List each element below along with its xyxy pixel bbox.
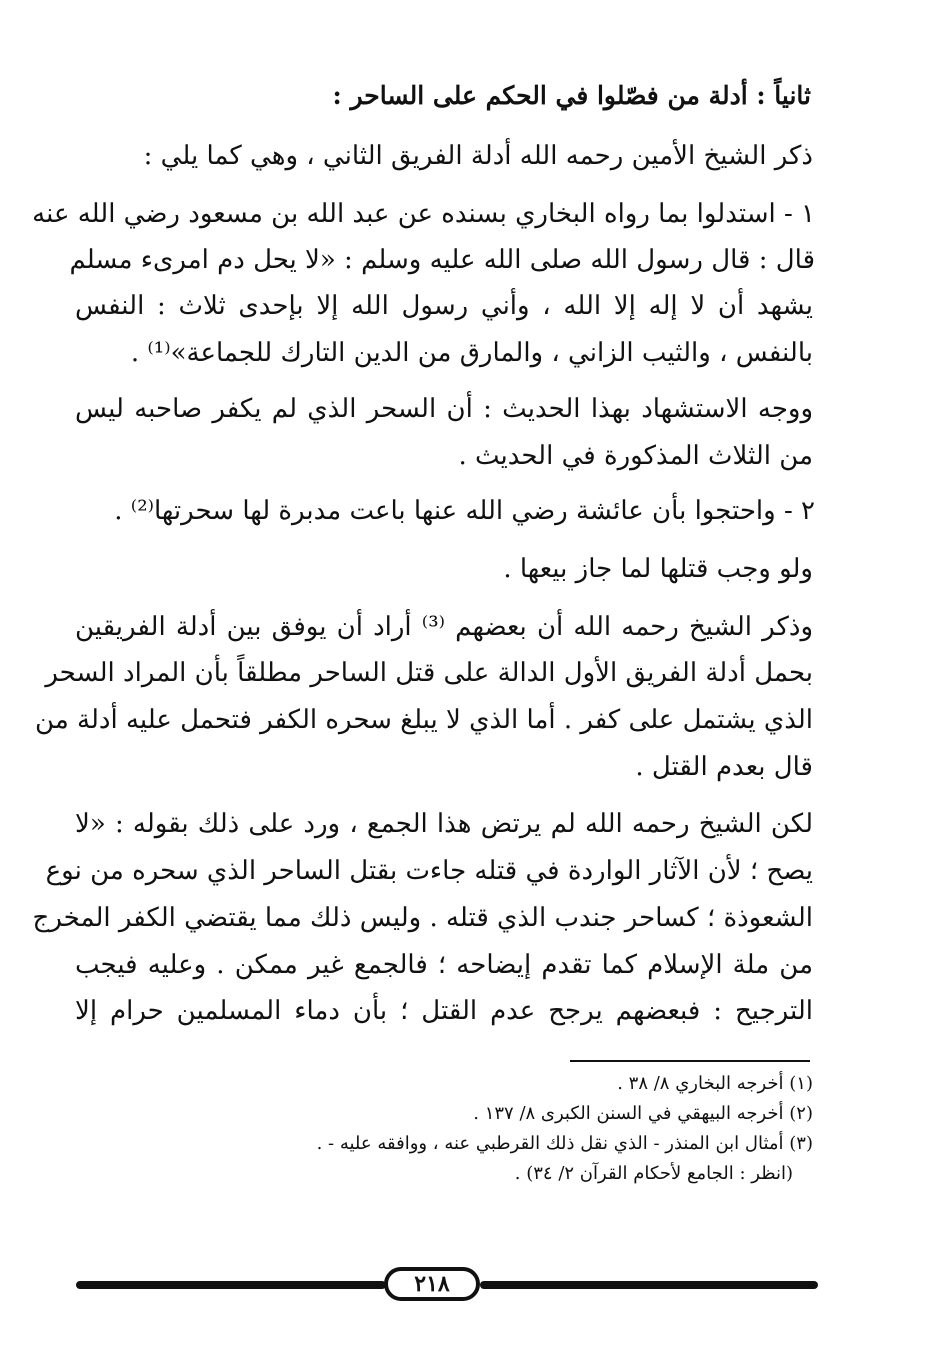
section-heading: ثانياً : أدلة من فصّلوا في الحكم على الساحر :: [332, 81, 811, 110]
text-line: الذي يشتمل على كفر . أما الذي لا يبلغ سحره الكفر فتحمل عليه أدلة من: [35, 705, 813, 735]
text-line: قال بعدم القتل .: [635, 752, 813, 782]
text-line: وذكر الشيخ رحمه الله أن بعضهم ⁽³⁾ أراد أن يوفق بين أدلة الفريقين: [75, 612, 813, 642]
text-line: ولو وجب قتلها لما جاز بيعها .: [503, 554, 813, 584]
text-line: ١ - استدلوا بما رواه البخاري بسنده عن عبد الله بن مسعود رضي الله عنه: [32, 199, 815, 229]
footnote: (انظر : الجامع لأحكام القرآن ٢/ ٣٤) .: [514, 1163, 793, 1184]
footer-rule-right: [480, 1281, 818, 1289]
text-line: ذكر الشيخ الأمين رحمه الله أدلة الفريق الثاني ، وهي كما يلي :: [143, 141, 813, 171]
footnote: (٣) أمثال ابن المنذر - الذي نقل ذلك القرطبي عنه ، ووافقه عليه - .: [316, 1133, 813, 1154]
text-line: بحمل أدلة الفريق الأول الدالة على قتل الساحر مطلقاً بأن المراد السحر: [45, 658, 813, 688]
text-line: يصح ؛ لأن الآثار الواردة في قتله جاءت بقتل الساحر الذي سحره من نوع: [45, 856, 813, 886]
footnote: (١) أخرجه البخاري ٨/ ٣٨ .: [617, 1073, 813, 1094]
text-line: لكن الشيخ رحمه الله لم يرتض هذا الجمع ، ورد على ذلك بقوله : «لا: [75, 809, 813, 839]
text-line: بالنفس ، والثيب الزاني ، والمارق من الدين التارك للجماعة»⁽¹⁾ .: [130, 338, 813, 368]
footnote: (٢) أخرجه البيهقي في السنن الكبرى ٨/ ١٣٧ .: [473, 1103, 813, 1124]
text-line: ٢ - واحتجوا بأن عائشة رضي الله عنها باعت مدبرة لها سحرتها⁽²⁾ .: [114, 496, 815, 526]
text-line: الشعوذة ؛ كساحر جندب الذي قتله . وليس ذلك مما يقتضي الكفر المخرج: [32, 903, 813, 933]
text-line: الترجيح : فبعضهم يرجح عدم القتل ؛ بأن دماء المسلمين حرام إلا: [75, 996, 813, 1026]
footer-rule-left: [76, 1281, 386, 1289]
footnote-separator: [570, 1060, 810, 1062]
page-number: ٢١٨: [384, 1267, 480, 1301]
text-line: يشهد أن لا إله إلا الله ، وأني رسول الله إلا بإحدى ثلاث : النفس: [75, 291, 813, 321]
text-line: من ملة الإسلام كما تقدم إيضاحه ؛ فالجمع غير ممكن . وعليه فيجب: [75, 950, 813, 980]
text-line: من الثلاث المذكورة في الحديث .: [458, 441, 813, 471]
text-line: قال : قال رسول الله صلى الله عليه وسلم : «لا يحل دم امرىء مسلم: [69, 245, 815, 275]
text-line: ووجه الاستشهاد بهذا الحديث : أن السحر الذي لم يكفر صاحبه ليس: [75, 394, 813, 424]
